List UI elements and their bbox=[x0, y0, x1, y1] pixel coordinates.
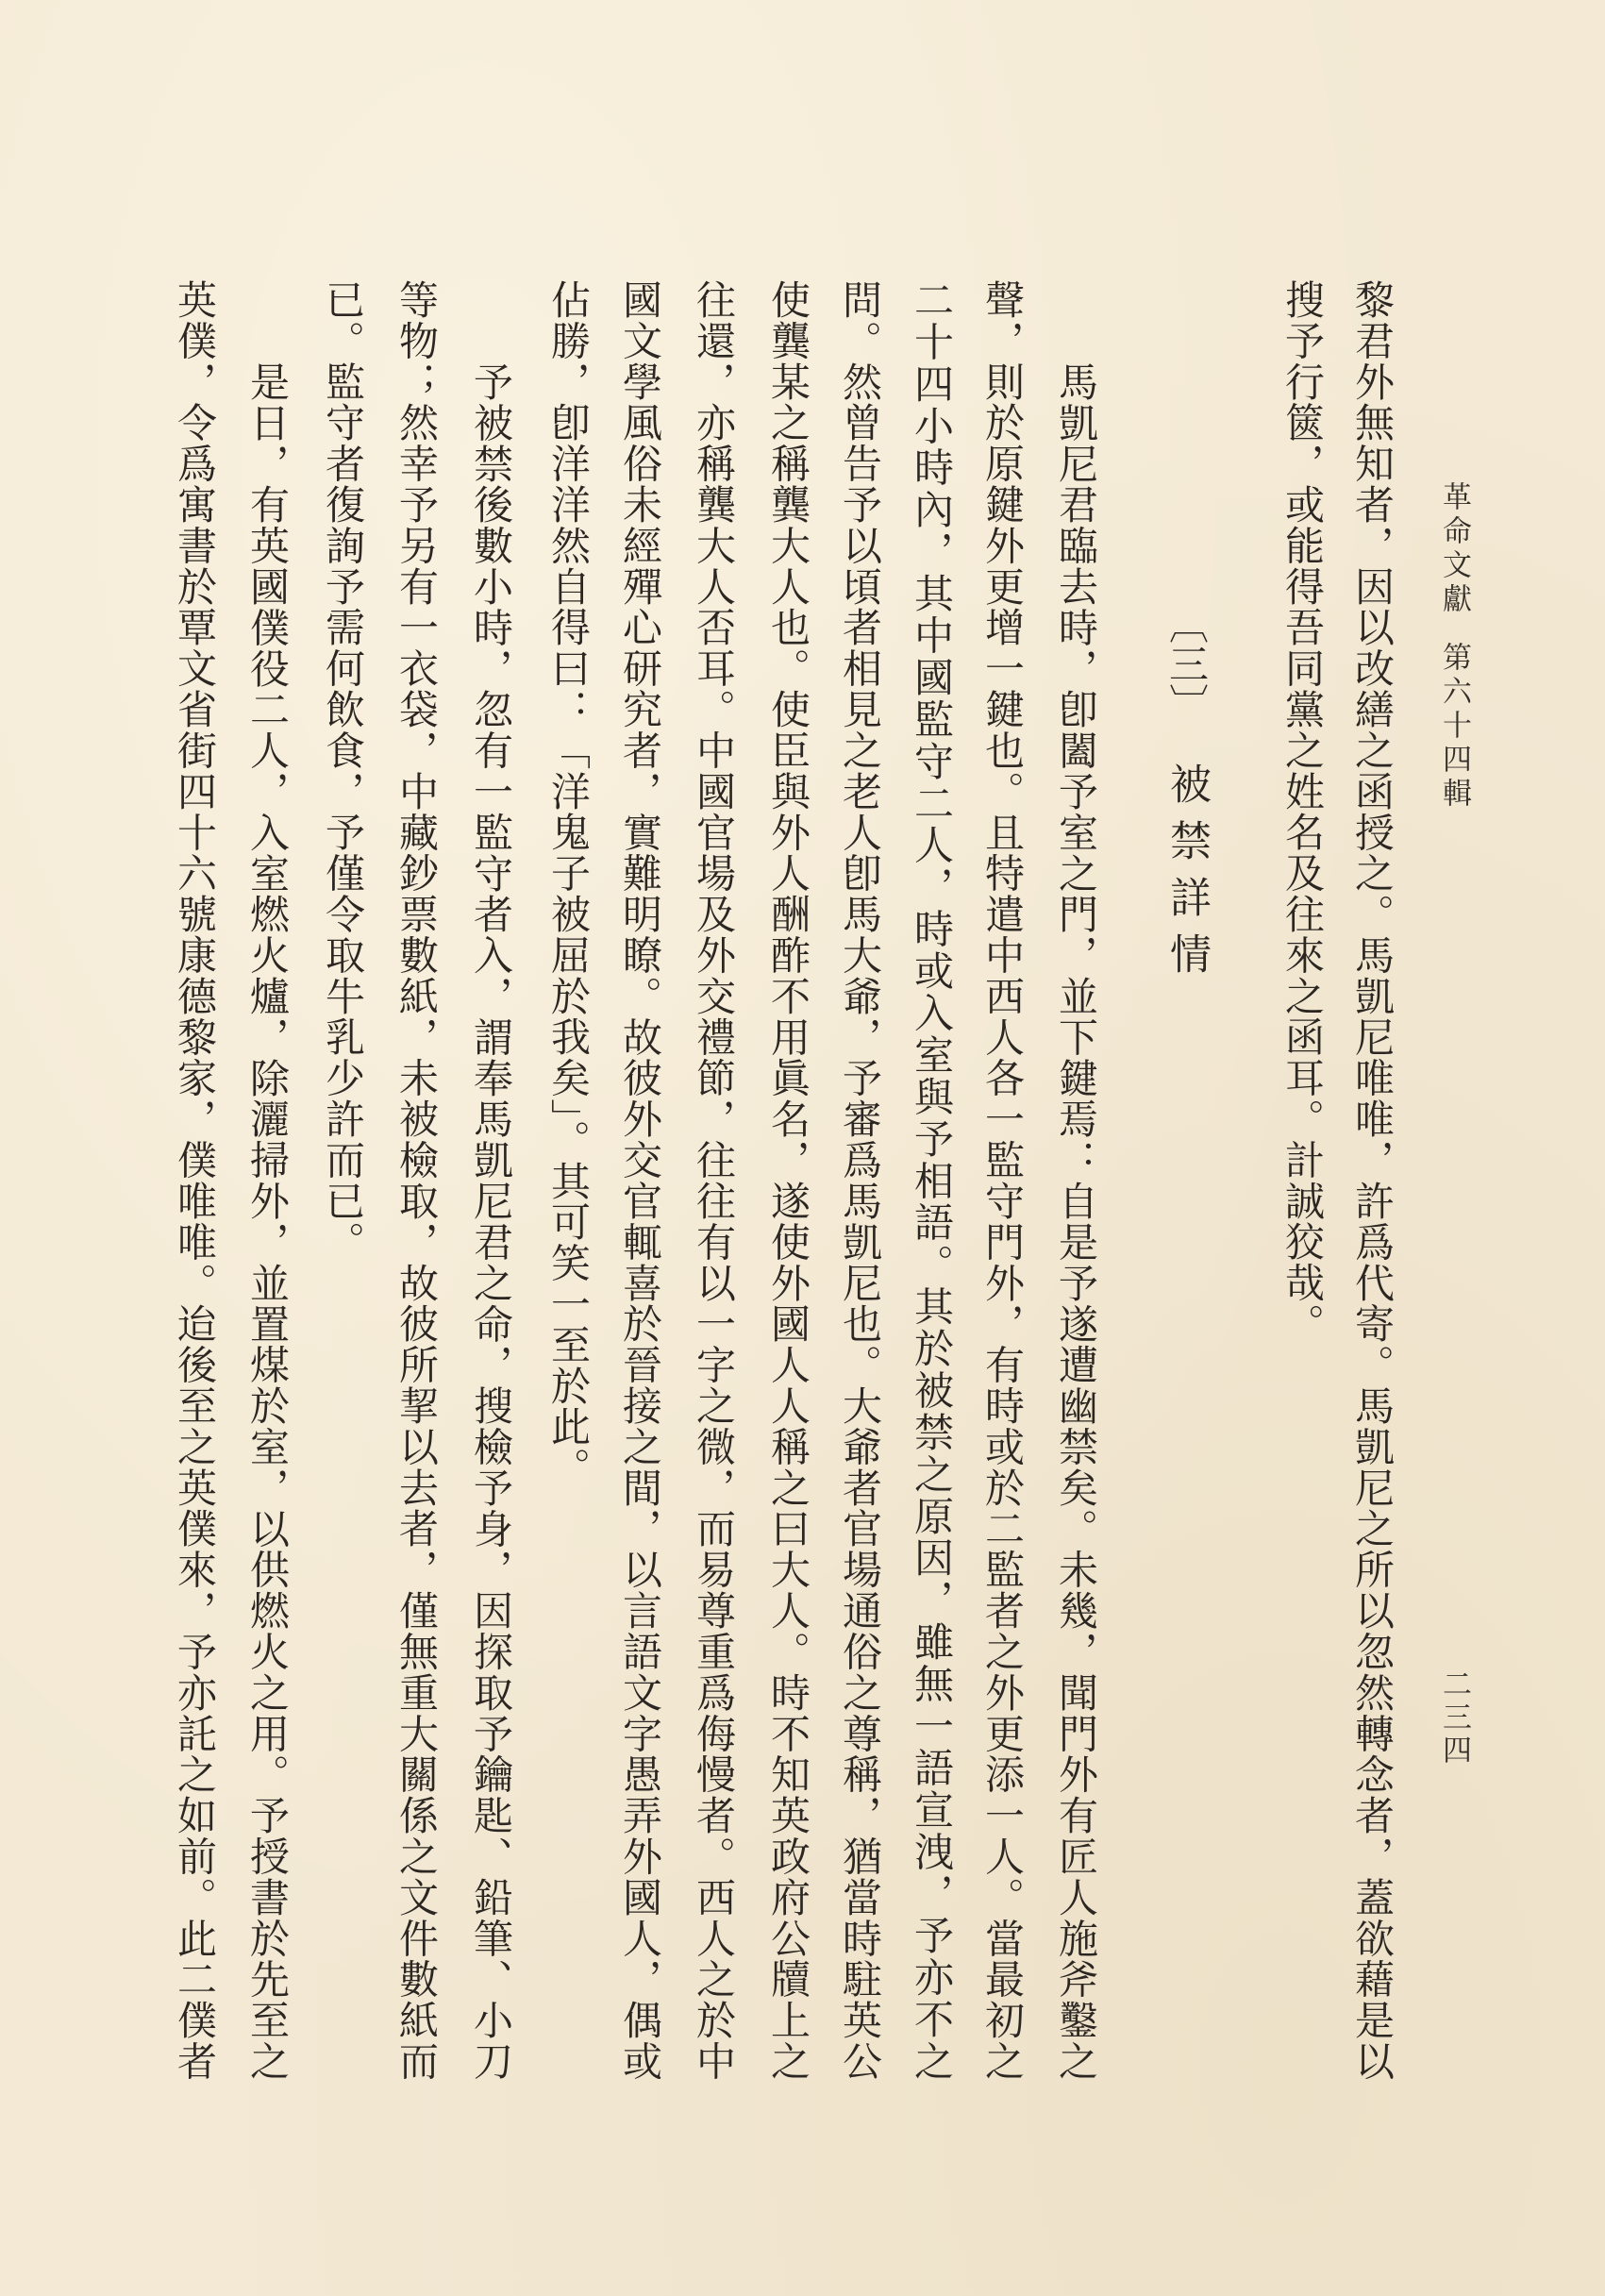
body-column: 馬凱尼君臨去時，卽闔予室之門，並下鍵焉：自是予遂遭幽禁矣。未幾，聞門外有匠人施斧鑿之 bbox=[1053, 361, 1099, 2082]
body-column: 黎君外無知者，因以改繕之函授之。馬凱尼唯唯，許爲代寄。馬凱尼之所以忽然轉念者，蓋欲藉是以 bbox=[1349, 279, 1396, 2082]
page-number: 二三四 bbox=[1437, 1668, 1471, 1768]
body-column: 國文學風俗未經殫心研究者，實難明瞭。故彼外交官輒喜於晉接之間，以言語文字愚弄外國人，偶或 bbox=[617, 279, 663, 2082]
body-column: 等物；然幸予另有一衣袋，中藏鈔票數紙，未被檢取，故彼所挈以去者，僅無重大關係之文件數紙而 bbox=[393, 279, 440, 2082]
book-title: 革命文獻 bbox=[1437, 481, 1471, 617]
running-header bbox=[1438, 481, 1470, 812]
body-column: 使龔某之稱龔大人也。使臣與外人酬酢不用眞名，遂使外國人人稱之曰大人。時不知英政府公牘上之 bbox=[765, 279, 811, 2082]
body-column: 搜予行篋，或能得吾同黨之姓名及往來之函耳。計誠狡哉。 bbox=[1279, 279, 1326, 1345]
body-column: 是日，有英國僕役二人，入室燃火爐，除灑掃外，並置煤於室，以供燃火之用。予授書於先至之 bbox=[244, 361, 291, 2082]
body-column: 二十四小時內，其中國監守二人，時或入室與予相語。其於被禁之原因，雖無一語宣洩，予亦不之 bbox=[909, 279, 955, 2082]
section-title: 被禁詳情 bbox=[1162, 763, 1211, 989]
body-column: 已。監守者復詢予需何飲食，予僅令取牛乳少許而已。 bbox=[320, 279, 366, 1263]
body-column: 予被禁後數小時，忽有一監守者入，謂奉馬凱尼君之命，搜檢予身，因探取予鑰匙、鉛筆、小刀 bbox=[468, 361, 514, 2082]
body-column: 問。然曾告予以頃者相見之老人卽馬大爺，予審爲馬凱尼也。大爺者官場通俗之尊稱，猶當時駐英公 bbox=[837, 279, 883, 2082]
body-column: 往還，亦稱龔大人否耳。中國官場及外交禮節，往往有以一字之微，而易尊重爲侮慢者。西人之於中 bbox=[691, 279, 737, 2082]
section-number: 〔三〕 bbox=[1163, 604, 1210, 723]
body-column: 英僕，令爲寓書於覃文省街四十六號康德黎家，僕唯唯。迨後至之英僕來，予亦託之如前。此二僕者 bbox=[172, 279, 218, 2082]
body-column: 聲，則於原鍵外更增一鍵也。且特遣中西人各一監守門外，有時或於二監者之外更添一人。當最初之 bbox=[979, 279, 1026, 2082]
volume-label: 第六十四輯 bbox=[1437, 642, 1471, 812]
body-column: 佔勝，卽洋洋然自得曰：「洋鬼子被屈於我矣」。其可笑一至於此。 bbox=[545, 279, 592, 1488]
